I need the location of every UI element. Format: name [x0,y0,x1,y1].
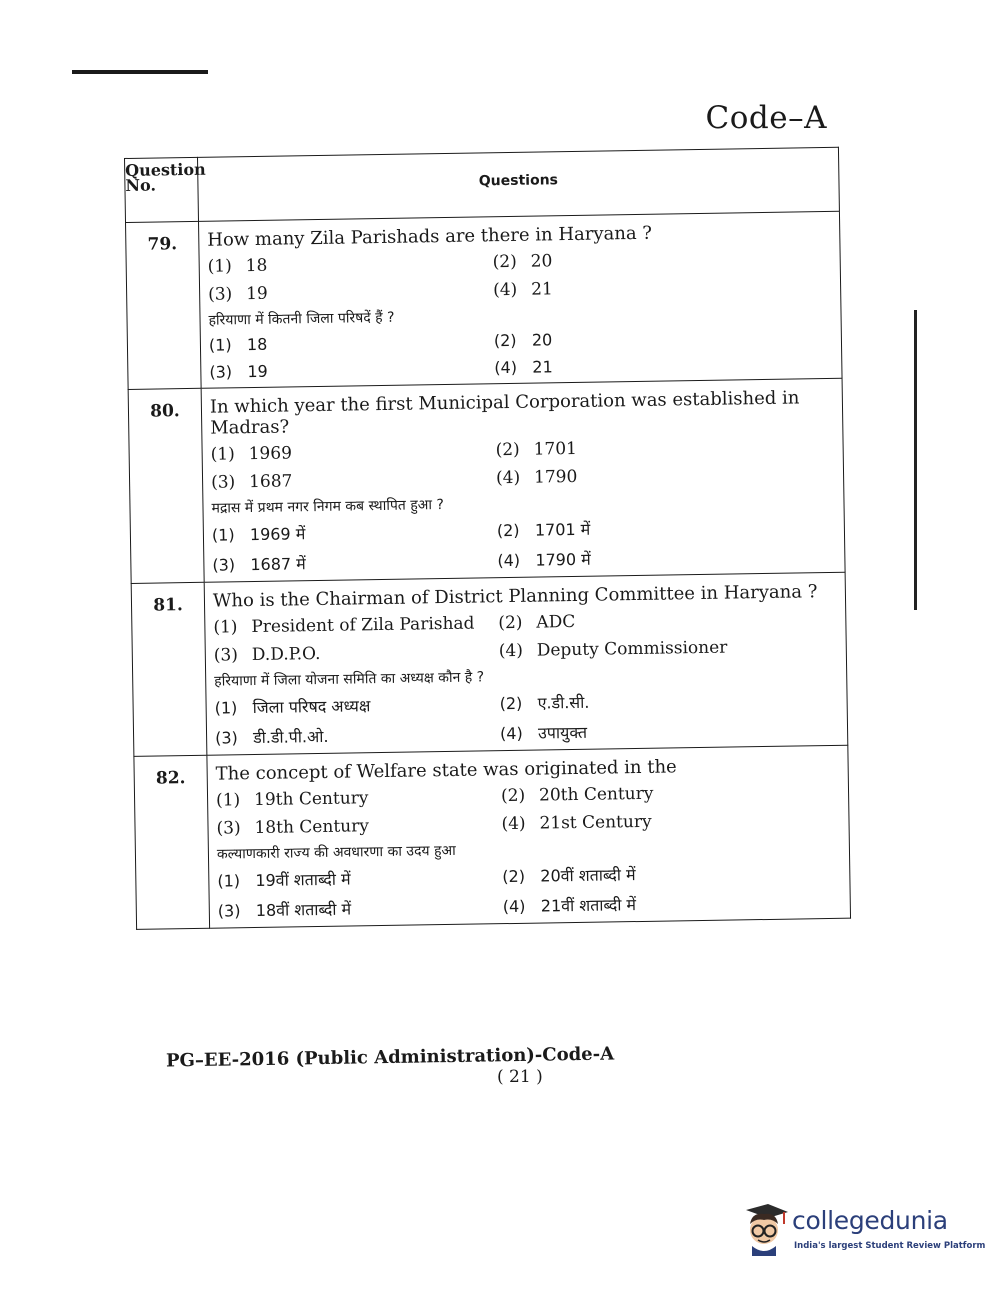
option-text: ADC [536,611,576,633]
option [502,860,839,887]
option [211,468,496,492]
option-text: 21st Century [539,811,652,834]
option-number: (1) [210,444,235,465]
option [209,358,494,381]
option-text: President of Zila Parishad [251,613,475,638]
question-text-english: In which year the first Municipal Corporation was established in Madras? [209,387,800,439]
question-text-hindi: हरियाणा में जिला योजना समिति का अध्यक्ष कौन है ? [214,669,485,690]
question-sheet [124,147,851,930]
option-number: (3) [216,818,241,839]
option [494,353,831,377]
option [208,280,493,304]
question-number: 80. [128,388,204,583]
question-body [204,572,848,755]
question-text-english: The concept of Welfare state was originated in the [215,756,677,785]
option-text: 1790 में [535,549,591,570]
option-text: 19वीं शताब्दी में [255,869,351,891]
question-text-hindi: मद्रास में प्रथम नगर निगम कब स्थापित हुआ ? [211,497,445,517]
question-body [201,378,845,582]
option [497,544,834,571]
option-number: (3) [212,555,236,575]
options-english [211,435,834,493]
option [495,435,832,460]
option-number: (1) [214,698,238,718]
option-text: 21वीं शताब्दी में [540,895,637,916]
options-hindi [214,687,837,749]
options-english [213,608,836,666]
option-number: (2) [496,520,520,541]
column-header-question-no: Question No. [125,157,199,222]
option-text: 21 [530,279,553,300]
logo-name: collegedunia [792,1206,948,1235]
option-text: 18वीं शताब्दी में [255,899,352,921]
option [212,519,497,545]
option-text: जिला परिषद अध्यक्ष [252,696,371,718]
option-number: (4) [497,550,521,571]
option-text: D.D.P.O. [251,643,321,666]
question-text-hindi: कल्याणकारी राज्य की अवधारणा का उदय हुआ [216,842,456,863]
option [497,514,834,541]
option-number: (4) [492,279,518,301]
option [501,781,838,806]
option-number: (4) [498,640,524,662]
option [218,895,503,921]
option-number: (1) [208,335,232,355]
question-row [131,572,848,756]
option-text: ए.डी.सी. [537,692,590,713]
option-text: 18 [246,334,268,355]
collegedunia-logo [738,1200,986,1260]
question-number: 82. [134,755,210,929]
option-text: 1790 [533,466,578,488]
question-text-english: Who is the Chairman of District Planning Committee in Haryana ? [212,581,818,612]
question-body [199,211,843,388]
options-english [208,247,831,305]
option-text: 1687 में [250,554,306,575]
option-text: 18 [245,255,268,277]
question-text-english: How many Zila Parishads are there in Haryana ? [207,222,653,251]
option [496,463,833,488]
question-number: 79. [126,221,202,389]
option [216,814,501,838]
option-text: 19 [247,361,268,382]
option-number: (4) [495,467,521,489]
option-text: 20 [530,251,553,272]
option [498,608,835,633]
option-number: (4) [499,723,523,744]
option [500,717,837,744]
option-text: 1701 में [534,519,591,540]
option-number: (2) [502,866,526,887]
question-number: 81. [131,582,207,756]
question-table [124,147,851,930]
logo-tagline: India's largest Student Review Platform [794,1241,986,1251]
question-text-hindi: हरियाणा में कितनी जिला परिषदें हैं ? [208,309,395,329]
option-number: (1) [215,790,241,811]
option-text: 20वीं शताब्दी में [540,865,636,886]
option [501,809,838,834]
option [208,252,493,276]
footer-title: PG–EE-2016 (Public Administration)-Code-A [165,1043,615,1072]
option-text: 1969 [248,443,293,465]
option-number: (1) [217,871,241,891]
option-number: (4) [501,813,526,835]
option-text: 1687 [248,471,293,493]
options-hindi [212,514,835,576]
option-number: (1) [213,617,238,638]
option-text: डी.डी.पी.ओ. [252,726,329,748]
option-number: (1) [207,256,232,277]
option [494,326,831,350]
option-number: (1) [211,525,235,545]
option-number: (3) [217,901,241,921]
option-text: 20th Century [538,783,654,806]
option-number: (3) [209,362,233,382]
option-number: (2) [492,251,517,273]
question-row [126,211,843,389]
option-text: उपायुक्त [537,722,588,743]
question-list [126,211,851,929]
option-number: (3) [208,284,233,305]
option [209,331,494,354]
option [499,636,836,661]
option-text: Deputy Commissioner [536,637,728,661]
top-rule [72,70,208,74]
option [212,549,497,575]
option-number: (2) [495,439,520,461]
option [503,890,840,917]
option [217,865,502,891]
option-number: (4) [502,896,526,917]
student-mascot-icon [738,1200,790,1256]
option-number: (2) [498,612,523,634]
option-number: (2) [499,693,523,714]
option-text: 19 [245,283,268,305]
options-hindi [209,326,832,382]
margin-rule [914,310,917,610]
option [499,687,836,714]
options-english [216,781,839,839]
question-row [134,745,851,929]
option-number: (3) [214,728,238,748]
option-number: (3) [210,472,236,493]
paper-code: Code–A [705,100,827,136]
option-number: (4) [494,357,518,378]
option-text: 18th Century [254,816,370,839]
option [214,692,499,718]
option [493,275,830,300]
column-header-questions: Questions [197,147,839,221]
option [213,613,498,637]
option-number: (3) [213,645,239,666]
page-number: ( 21 ) [497,1067,543,1087]
option-number: (2) [493,330,517,351]
options-hindi [217,860,840,922]
option [211,440,496,464]
question-body [207,745,851,928]
option [493,247,830,272]
option-text: 1701 [533,438,578,460]
option-text: 20 [531,330,553,350]
option-number: (2) [500,785,526,807]
option [214,641,499,665]
option-text: 1969 में [249,524,306,545]
option-text: 21 [532,357,553,377]
option [215,722,500,748]
option [216,786,501,810]
option-text: 19th Century [253,788,369,811]
question-row [128,378,845,583]
